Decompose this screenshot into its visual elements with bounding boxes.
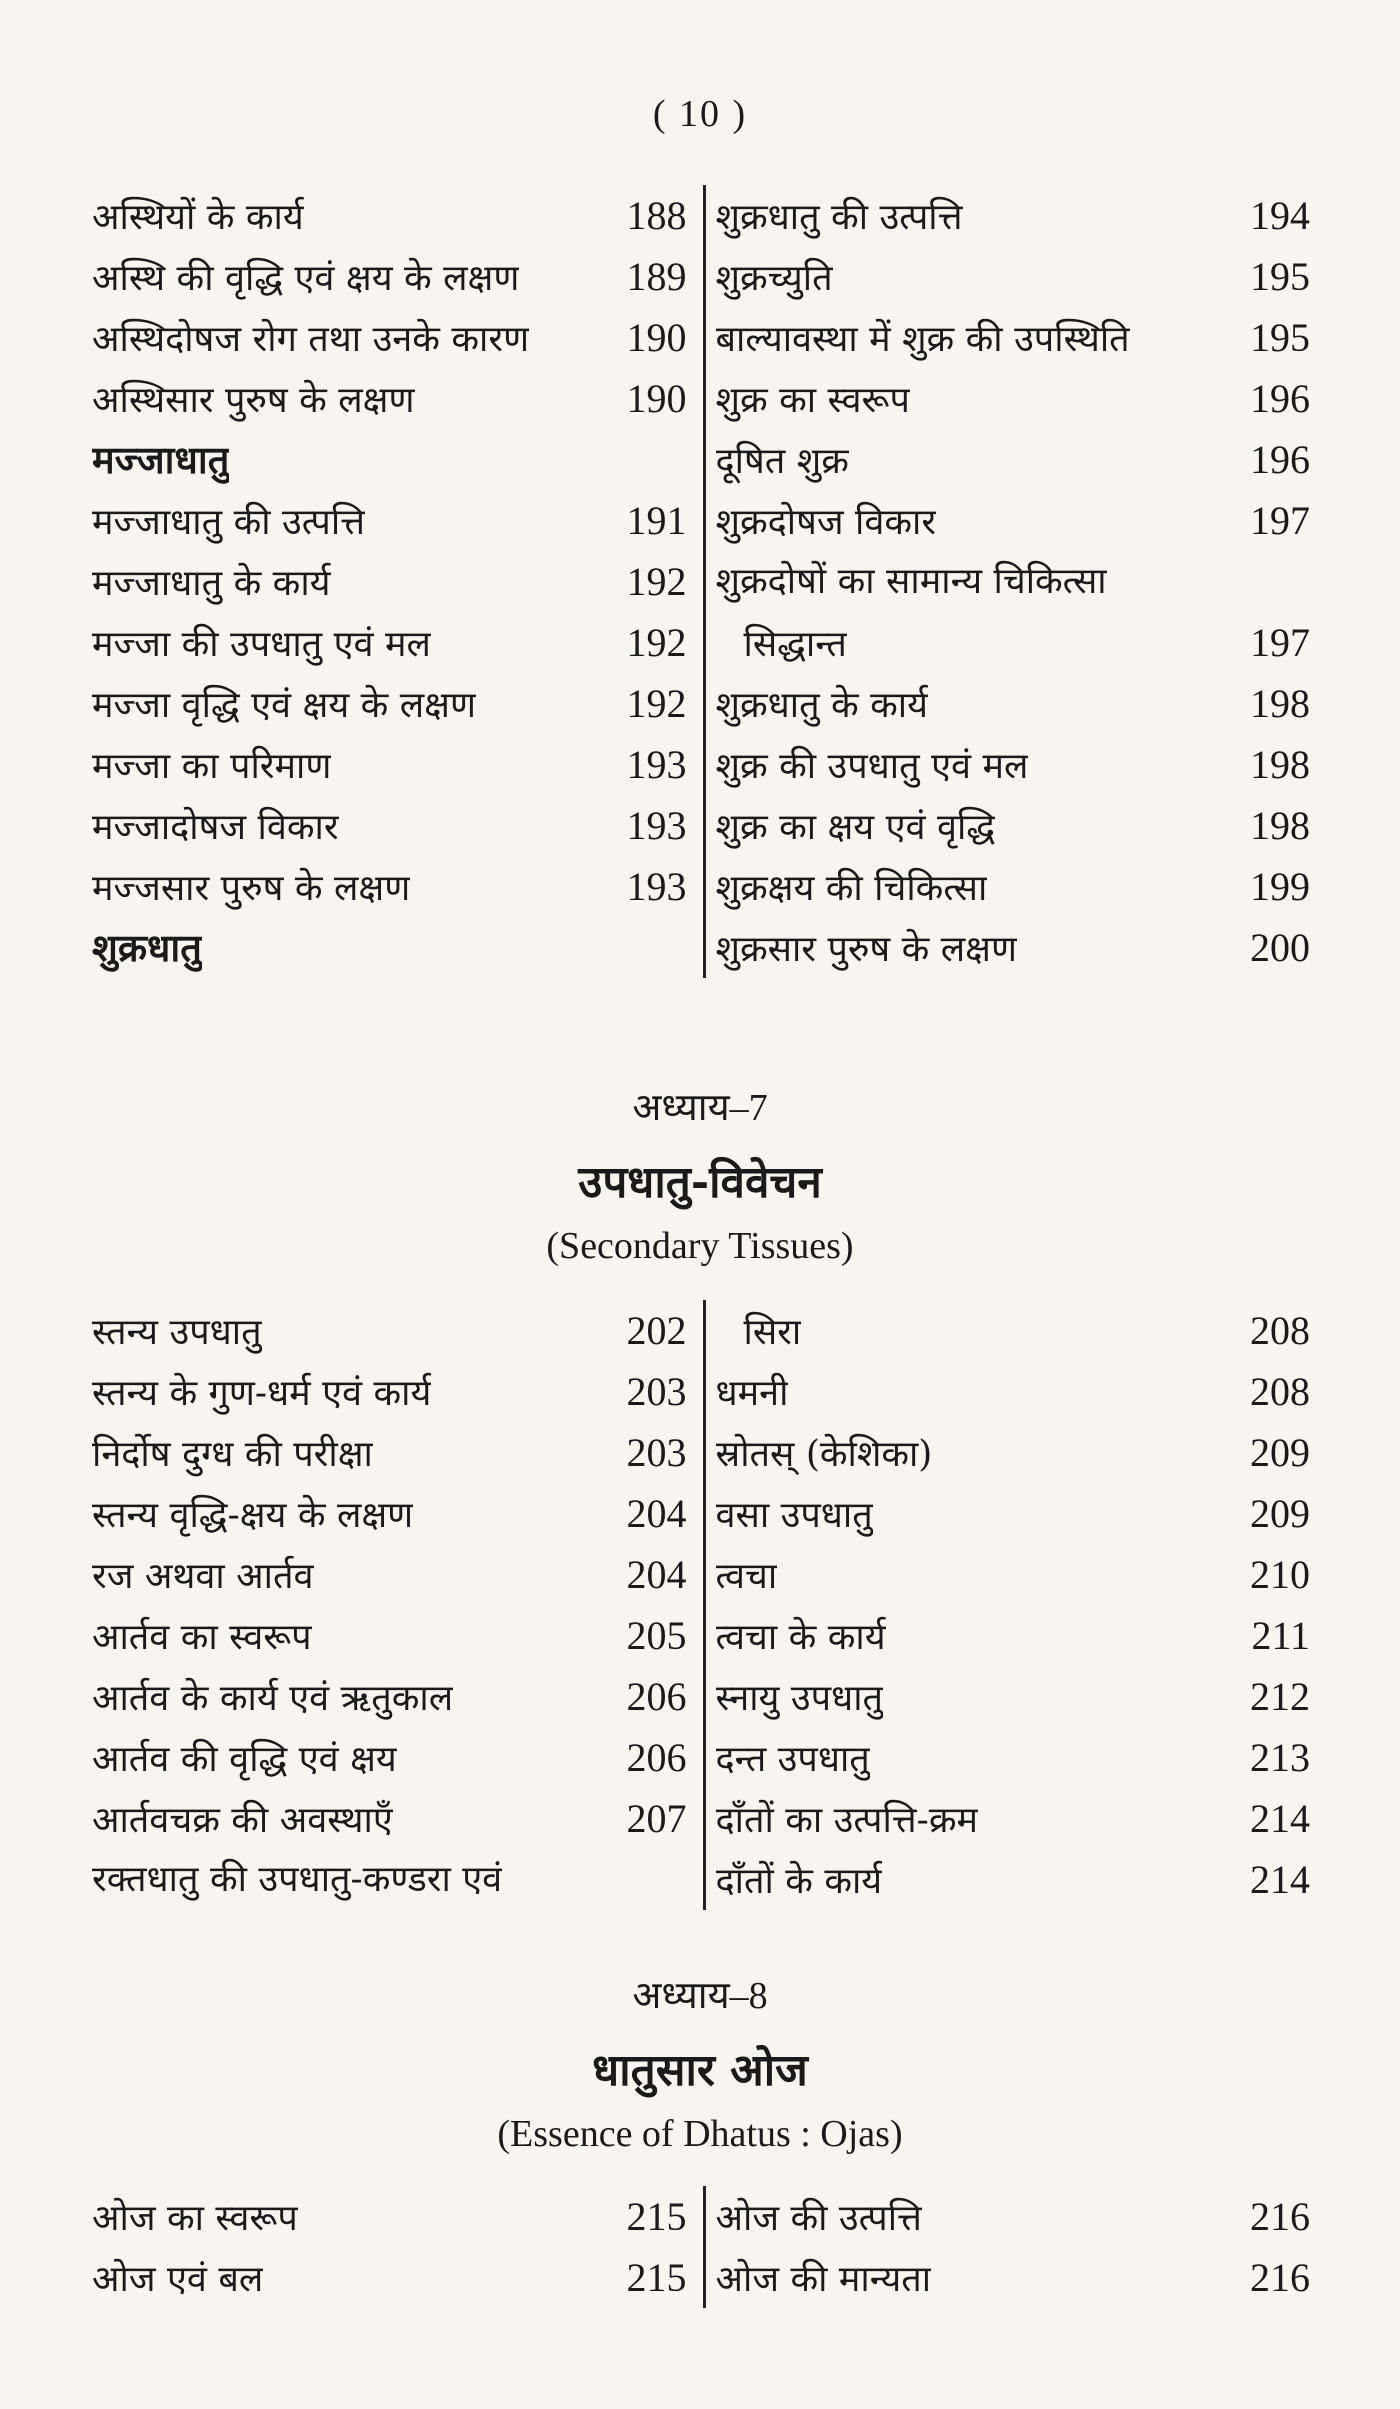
toc-entry: [92, 490, 687, 551]
section-heading: शुक्रधातु: [92, 925, 202, 970]
section-heading: मज्जाधातु: [92, 437, 230, 482]
toc-entry-title: मज्जादोषज विकार: [92, 807, 339, 848]
toc-entry: [92, 429, 687, 490]
toc-entry: [716, 1422, 1311, 1483]
chapter-8-header: [0, 1968, 1400, 2156]
toc-entry-title: ओज की उत्पत्ति: [715, 2198, 922, 2239]
toc-entry-title: आर्तवचक्र की अवस्थाएँ: [92, 1800, 393, 1841]
toc-entry-page: 203: [626, 1369, 687, 1414]
chapter-title: उपधातु-विवेचन: [578, 1157, 822, 1208]
toc-entry-page: 188: [626, 193, 687, 238]
toc-entry-title: स्नायु उपधातु: [715, 1678, 884, 1719]
toc-entry-page: 192: [626, 559, 687, 604]
toc-entry-title: मज्जा वृद्धि एवं क्षय के लक्षण: [92, 685, 476, 726]
toc-entry-title: दन्त उपधातु: [715, 1739, 870, 1780]
toc-column-left: [92, 1300, 703, 1910]
toc-entry: [716, 673, 1311, 734]
chapter-number: अध्याय–7: [632, 1087, 768, 1129]
toc-entry-title: मज्जा की उपधातु एवं मल: [92, 624, 431, 665]
toc-entry-page: 195: [1250, 254, 1310, 299]
toc-entry-title: अस्थिसार पुरुष के लक्षण: [92, 380, 415, 421]
toc-entry: [92, 1544, 687, 1605]
toc-entry-page: 210: [1250, 1552, 1310, 1597]
toc-entry-title: आर्तव के कार्य एवं ऋतुकाल: [92, 1678, 454, 1719]
toc-entry-title: मज्जसार पुरुष के लक्षण: [92, 868, 411, 909]
toc-entry: [92, 1727, 687, 1788]
toc-entry-page: 198: [1250, 681, 1310, 726]
toc-entry-title: बाल्यावस्था में शुक्र की उपस्थिति: [715, 319, 1130, 360]
toc-entry: [716, 246, 1311, 307]
toc-entry: [716, 612, 1311, 673]
toc-entry: [92, 246, 687, 307]
toc-entry-page: 209: [1250, 1430, 1310, 1475]
toc-column-right: [703, 185, 1311, 978]
toc-entry: [92, 734, 687, 795]
toc-entry-page: 209: [1250, 1491, 1310, 1536]
toc-entry-page: 202: [626, 1308, 687, 1353]
toc-entry: [92, 1300, 687, 1361]
toc-entry-title: स्तन्य उपधातु: [92, 1312, 262, 1353]
toc-entry: [716, 917, 1311, 978]
toc-entry-page: 211: [1251, 1613, 1310, 1658]
toc-entry-title: ओज एवं बल: [92, 2259, 264, 2300]
toc-entry-page: 197: [1250, 498, 1310, 543]
toc-entry-page: 196: [1250, 437, 1310, 482]
toc-entry-page: 206: [626, 1674, 687, 1719]
toc-entry-page: 205: [626, 1613, 687, 1658]
toc-entry: [716, 429, 1311, 490]
toc-entry: [716, 2247, 1311, 2308]
toc-entry-page: 204: [626, 1552, 687, 1597]
toc-column-left: [92, 2186, 703, 2308]
toc-entry-page: 195: [1250, 315, 1310, 360]
toc-entry-title: धमनी: [715, 1373, 789, 1414]
toc-entry-page: 193: [626, 864, 687, 909]
toc-entry-page: 207: [626, 1796, 687, 1841]
toc-entry: [716, 1666, 1311, 1727]
toc-entry-page: 215: [626, 2255, 687, 2300]
toc-entry-title: सिरा: [743, 1312, 802, 1353]
toc-entry-title: रज अथवा आर्तव: [92, 1556, 314, 1597]
toc-entry-title: मज्जा का परिमाण: [92, 746, 332, 787]
toc-entry: [92, 1605, 687, 1666]
toc-entry: [92, 795, 687, 856]
toc-entry: [716, 734, 1311, 795]
toc-column-left: [92, 185, 703, 978]
toc-entry: [716, 2186, 1311, 2247]
toc-entry-page: 208: [1250, 1369, 1310, 1414]
toc-entry-title: निर्दोष दुग्ध की परीक्षा: [92, 1434, 373, 1475]
toc-entry-title: आर्तव का स्वरूप: [92, 1617, 312, 1658]
toc-entry-page: 198: [1250, 742, 1310, 787]
toc-chapter-7: [92, 1300, 1310, 1910]
toc-entry-title: मज्जाधातु की उत्पत्ति: [92, 502, 366, 543]
toc-entry-page: 196: [1250, 376, 1310, 421]
toc-entry-page: 206: [626, 1735, 687, 1780]
toc-entry-page: 204: [626, 1491, 687, 1536]
toc-entry-title: अस्थियों के कार्य: [92, 197, 304, 238]
toc-entry: [92, 2186, 687, 2247]
toc-entry-page: 212: [1250, 1674, 1310, 1719]
toc-entry: [92, 1849, 687, 1910]
toc-entry: [92, 856, 687, 917]
toc-entry-page: 189: [626, 254, 687, 299]
toc-entry-title: शुक्र का क्षय एवं वृद्धि: [715, 807, 996, 848]
toc-entry-page: 193: [626, 803, 687, 848]
toc-entry-title: त्वचा के कार्य: [715, 1617, 886, 1658]
toc-entry: [92, 1361, 687, 1422]
chapter-subtitle: (Secondary Tissues): [546, 1225, 854, 1267]
toc-entry-title: स्तन्य के गुण-धर्म एवं कार्य: [92, 1373, 432, 1414]
toc-entry: [716, 856, 1311, 917]
toc-entry: [92, 612, 687, 673]
toc-entry-title: शुक्र का स्वरूप: [715, 380, 910, 421]
toc-entry: [92, 1666, 687, 1727]
toc-entry-title: सिद्धान्त: [743, 624, 847, 665]
toc-entry: [716, 185, 1311, 246]
toc-entry-title: दाँतों का उत्पत्ति-क्रम: [715, 1800, 978, 1841]
toc-entry-page: 215: [626, 2194, 687, 2239]
chapter-number: अध्याय–8: [632, 1975, 768, 2017]
toc-entry: [92, 1422, 687, 1483]
toc-entry-title: त्वचा: [715, 1556, 778, 1597]
toc-entry-page: 216: [1250, 2255, 1310, 2300]
toc-entry-page: 200: [1250, 925, 1310, 970]
toc-entry: [716, 1361, 1311, 1422]
toc-entry: [92, 2247, 687, 2308]
toc-entry: [716, 368, 1311, 429]
toc-entry-title: वसा उपधातु: [715, 1495, 873, 1536]
toc-entry-title: शुक्रदोषज विकार: [715, 502, 937, 543]
toc-entry: [716, 795, 1311, 856]
page-number: ( 10 ): [652, 93, 748, 135]
toc-entry: [716, 551, 1311, 612]
toc-entry: [92, 551, 687, 612]
toc-entry-title: अस्थिदोषज रोग तथा उनके कारण: [92, 319, 530, 360]
toc-entry: [92, 1483, 687, 1544]
toc-entry: [92, 185, 687, 246]
toc-entry-title: शुक्र की उपधातु एवं मल: [715, 746, 1029, 787]
toc-entry-title: आर्तव की वृद्धि एवं क्षय: [92, 1739, 397, 1780]
toc-entry-title: दाँतों के कार्य: [715, 1861, 883, 1902]
toc-entry-page: 216: [1250, 2194, 1310, 2239]
toc-entry-page: 213: [1250, 1735, 1310, 1780]
chapter-7-header: [0, 1080, 1400, 1268]
toc-column-right: [703, 2186, 1311, 2308]
toc-entry-title: शुक्रच्युति: [715, 258, 833, 299]
toc-entry-title: अस्थि की वृद्धि एवं क्षय के लक्षण: [92, 258, 520, 299]
toc-entry-title: शुक्रधातु के कार्य: [715, 685, 928, 726]
toc-entry-page: 199: [1250, 864, 1310, 909]
toc-entry: [716, 1605, 1311, 1666]
toc-entry-title: ओज का स्वरूप: [92, 2198, 298, 2239]
toc-entry: [92, 1788, 687, 1849]
toc-entry-title: शुक्रक्षय की चिकित्सा: [715, 868, 988, 909]
toc-entry-title: शुक्रदोषों का सामान्य चिकित्सा: [715, 561, 1107, 602]
toc-entry-page: 198: [1250, 803, 1310, 848]
toc-entry: [92, 673, 687, 734]
toc-chapter-8: [92, 2186, 1310, 2308]
toc-entry-page: 203: [626, 1430, 687, 1475]
toc-entry-page: 193: [626, 742, 687, 787]
toc-entry: [716, 1544, 1311, 1605]
toc-entry-title: दूषित शुक्र: [715, 441, 849, 482]
toc-section-1: [92, 185, 1310, 978]
toc-entry: [716, 490, 1311, 551]
toc-entry-title: ओज की मान्यता: [715, 2259, 932, 2300]
toc-entry-page: 191: [626, 498, 687, 543]
toc-entry-page: 214: [1250, 1796, 1310, 1841]
chapter-subtitle: (Essence of Dhatus : Ojas): [497, 2113, 903, 2155]
toc-entry-title: शुक्रसार पुरुष के लक्षण: [715, 929, 1018, 970]
toc-entry: [716, 1300, 1311, 1361]
toc-entry: [716, 1849, 1311, 1910]
toc-entry-page: 194: [1250, 193, 1310, 238]
toc-entry-title: शुक्रधातु की उत्पत्ति: [715, 197, 963, 238]
toc-entry: [716, 1727, 1311, 1788]
toc-entry: [92, 368, 687, 429]
toc-entry-title: स्रोतस् (केशिका): [715, 1434, 933, 1475]
toc-entry-page: 192: [626, 681, 687, 726]
toc-entry: [716, 307, 1311, 368]
toc-entry-page: 192: [626, 620, 687, 665]
toc-entry-page: 190: [626, 315, 687, 360]
toc-entry-title: मज्जाधातु के कार्य: [92, 563, 331, 604]
toc-entry-title: रक्तधातु की उपधातु-कण्डरा एवं: [92, 1859, 503, 1900]
chapter-title: धातुसार ओज: [592, 2045, 808, 2096]
toc-entry: [716, 1788, 1311, 1849]
toc-column-right: [703, 1300, 1311, 1910]
toc-entry-title: स्तन्य वृद्धि-क्षय के लक्षण: [92, 1495, 414, 1536]
toc-entry-page: 197: [1250, 620, 1310, 665]
toc-entry: [716, 1483, 1311, 1544]
toc-entry-page: 190: [626, 376, 687, 421]
toc-entry: [92, 917, 687, 978]
toc-entry-page: 208: [1250, 1308, 1310, 1353]
toc-entry: [92, 307, 687, 368]
toc-entry-page: 214: [1250, 1857, 1310, 1902]
